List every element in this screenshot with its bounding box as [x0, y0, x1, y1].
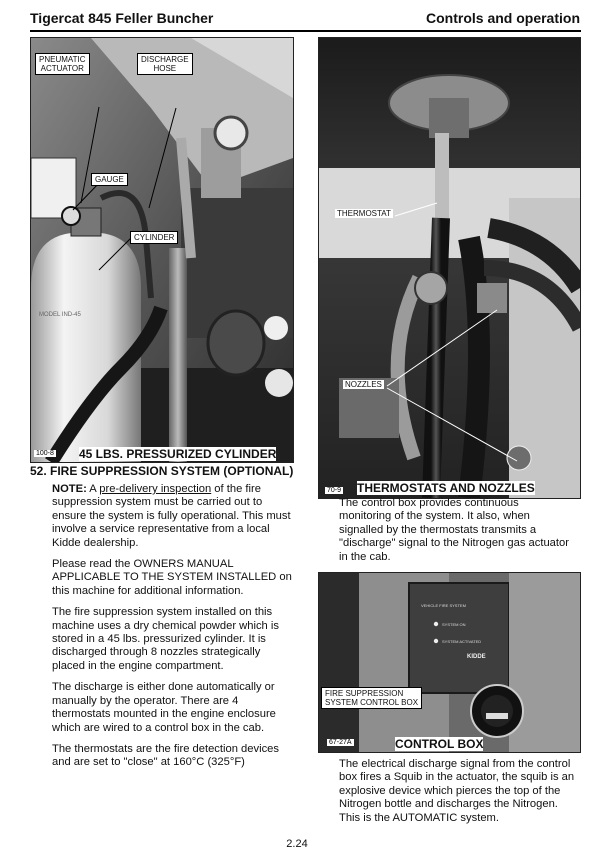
- section-heading: Controls and operation: [426, 10, 580, 26]
- pre-delivery-inspection-link[interactable]: pre-delivery inspection: [99, 483, 212, 495]
- thermostat-photo: [318, 37, 581, 499]
- thermostat-photo-illustration: [319, 38, 580, 498]
- panel-system-on-text: SYSTEM ON: [442, 622, 466, 627]
- note-pre-text: A: [86, 483, 100, 495]
- control-box-monitoring-text: The control box provides continuous monitoring of the system. It also, when signalled by the thermostats transmits a "discharge" signal to the Nitrogen gas actuator in the cab.: [339, 497, 569, 563]
- figure-id-2: 70-9: [327, 487, 342, 494]
- figure-id-3: 67-27A: [329, 739, 352, 746]
- page-number: 2.24: [286, 838, 308, 850]
- figure-caption-control-box: CONTROL BOX: [395, 737, 484, 751]
- figure-id-1: 100-8: [36, 450, 54, 457]
- cylinder-model-text: MODEL IND-45: [39, 312, 81, 318]
- panel-system-activated-text: SYSTEM ACTIVATED: [442, 639, 482, 644]
- gauge-callout: GAUGE: [91, 173, 128, 186]
- figure-caption-thermostats: THERMOSTATS AND NOZZLES: [357, 481, 535, 495]
- header-rule: [30, 30, 581, 32]
- left-column-text: [52, 483, 294, 778]
- note-post-text: of the fire suppression system must be carried out to ensure the system is fully operational. This must involve a service representative from a local Kidde dealership.: [52, 483, 291, 549]
- cylinder-photo: [30, 37, 294, 463]
- pneumatic-actuator-callout: PNEUMATIC ACTUATOR: [35, 53, 90, 75]
- control-box-callout: FIRE SUPPRESSION SYSTEM CONTROL BOX: [321, 687, 422, 709]
- note-paragraph: [52, 483, 294, 550]
- owners-manual-paragraph: Please read the OWNERS MANUAL APPLICABLE TO THE SYSTEM INSTALLED on this machine for additional information.: [52, 558, 292, 597]
- nozzles-callout: NOZZLES: [345, 380, 382, 389]
- note-label: NOTE:: [52, 483, 87, 495]
- document-title: Tigercat 845 Feller Buncher: [30, 10, 214, 26]
- system-description-paragraph: The fire suppression system installed on this machine uses a dry chemical powder which is stored in a 45 lbs. pressurized cylinder. It is discharged through 8 nozzles strategically placed in the engine compartment.: [52, 606, 279, 672]
- discharge-signal-text: The electrical discharge signal from the control box fires a Squib in the actuator, the squib is an explosive device which pierces the top of the Nitrogen bottle and discharges the Nitrogen. This is the AUTOMATIC system.: [339, 758, 575, 824]
- figure-caption-cylinder: 45 LBS. PRESSURIZED CYLINDER: [79, 447, 277, 461]
- panel-title-text: VEHICLE FIRE SYSTEM: [421, 603, 466, 608]
- control-box-illustration: [319, 573, 580, 752]
- panel-brand-text: KIDDE: [467, 654, 486, 660]
- thermostat-callout: THERMOSTAT: [337, 209, 391, 218]
- control-box-photo: [318, 572, 581, 753]
- section-title: 52. FIRE SUPPRESSION SYSTEM (OPTIONAL): [30, 464, 294, 478]
- cylinder-photo-illustration: [31, 38, 293, 462]
- discharge-hose-callout: DISCHARGE HOSE: [137, 53, 193, 75]
- cylinder-callout: CYLINDER: [130, 231, 178, 244]
- discharge-paragraph: The discharge is either done automatically or manually by the operator. There are 4 thermostats mounted in the engine enclosure which are wired to a control box in the cab.: [52, 681, 276, 734]
- thermostat-paragraph: The thermostats are the fire detection devices and are set to "close" at 160°C (325°F): [52, 742, 279, 769]
